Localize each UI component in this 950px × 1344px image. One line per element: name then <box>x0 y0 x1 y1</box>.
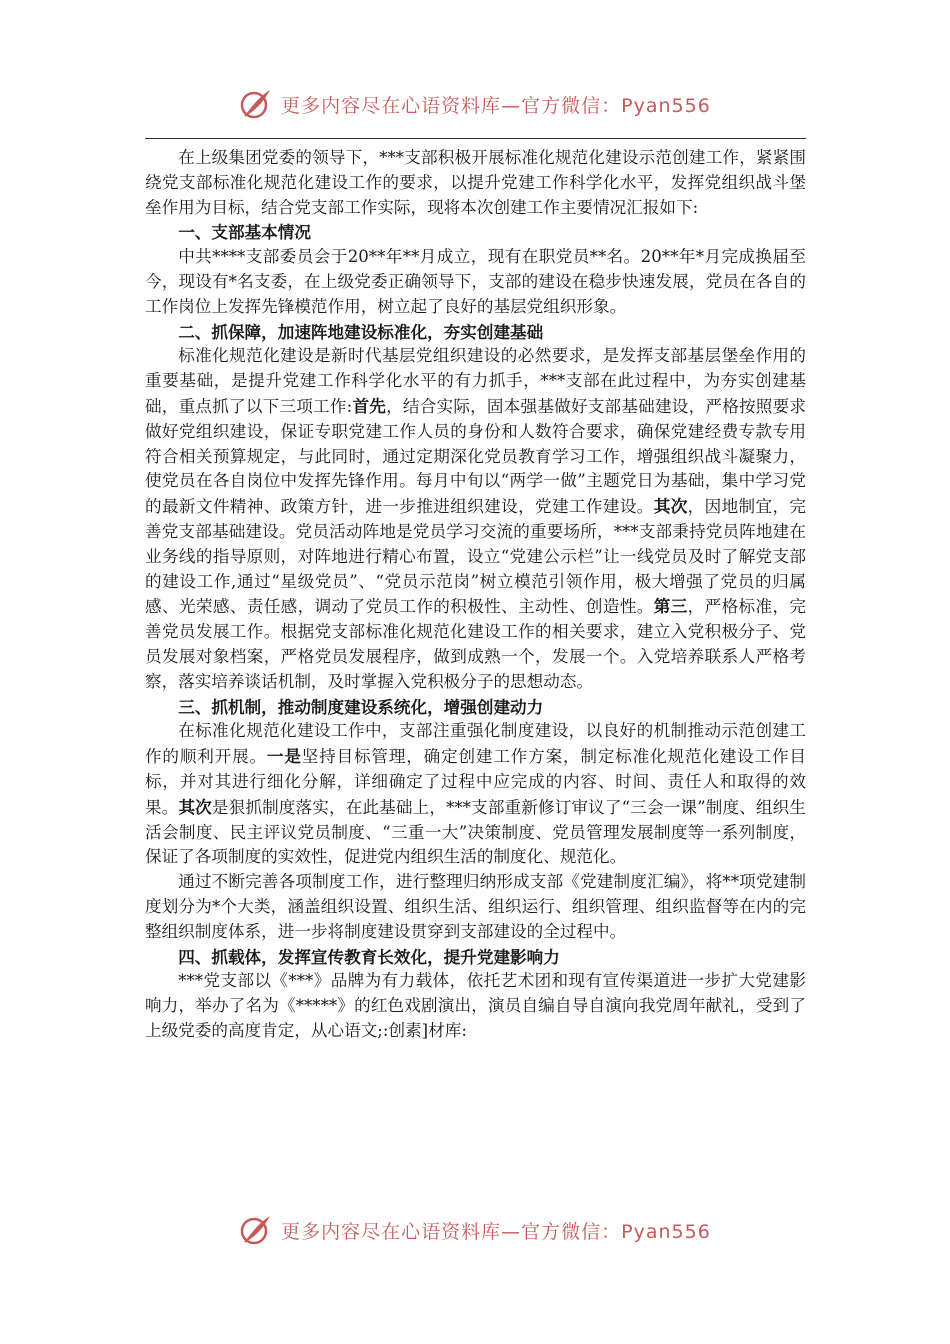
s3-text-b: 坚持目标管理，确定创建工作方案，制定标准化规范化建设工作目标，并对其进行细化分解，详细确定了过程中应完成的内容、时间、责任人和取得的效果。 <box>145 747 807 817</box>
section-3-paragraph-2: 通过不断完善各项制度工作，进行整理归纳形成支部《党建制度汇编》，将**项党建制度划分为*个大类，涵盖组织设置、组织生活、组织运行、组织管理、组织监督等在内的完整组织制度体系，进一步将制度建设贯穿到支部建设的全过程中。 <box>145 872 806 941</box>
s2-text-b: ，结合实际，固本强基做好支部基础建设，严格按照要求做好党组织建设，保证专职党建工作人员的身份和人数符合要求，确保党建经费专款专用符合相关预算规定，与此同时，通过定期深化党员教育学习工作，增强组织战斗凝聚力，使党员在各自岗位中发挥先锋作用。每月中旬以“两学一做”主题党日为基础，集中学习党的最新文件精神、政策方针，进一步推进组织建设，党建工作建设。 <box>145 396 807 517</box>
header-banner <box>0 82 950 126</box>
section-1-heading: 一、支部基本情况 <box>178 222 311 243</box>
intro-paragraph: 在上级集团党委的领导下，***支部积极开展标准化规范化建设示范创建工作，紧紧围绕党支部标准化规范化建设工作的要求，以提升党建工作科学化水平，发挥党组织战斗堡垒作用为目标，结合党支部工作实际，现将本次创建工作主要情况汇报如下: <box>145 148 806 217</box>
document-body <box>145 146 806 1044</box>
s2-text-a: 标准化规范化建设是新时代基层党组织建设的必然要求，是发挥支部基层堡垒作用的重要基础，是提升党建工作科学化水平的有力抓手，***支部在此过程中，为夯实创建基础，重点抓了以下三项工作: <box>145 346 806 416</box>
s2-keyword-second: 其次 <box>653 496 688 517</box>
section-4-paragraph: ***党支部以《***》品牌为有力载体，依托艺术团和现有宣传渠道进一步扩大党建影响力，举办了名为《*****》的红色戏剧演出，演员自编自导自演向我党周年献礼，受到了上级党委的高度肯定，从心语文;:创素]材库: <box>145 971 806 1040</box>
section-2-paragraph <box>145 344 806 694</box>
banner-text: 更多内容尽在心语资料库—官方微信：Pyan556 <box>281 94 711 117</box>
s2-keyword-first: 首先 <box>352 395 387 416</box>
section-1-paragraph: 中共****支部委员会于20**年**月成立，现有在职党员**名。20**年*月完成换届至今，现设有*名支委，在上级党委正确领导下，支部的建设在稳步快速发展，党员在各自的工作岗位上发挥先锋模范作用，树立起了良好的基层党组织形象。 <box>145 247 806 316</box>
section-4-heading: 四、抓载体，发挥宣传教育长效化，提升党建影响力 <box>178 946 560 967</box>
footer-banner <box>0 1208 950 1252</box>
s2-keyword-third: 第三 <box>653 596 688 617</box>
quill-logo-icon <box>239 87 273 121</box>
section-3-heading: 三、抓机制，推动制度建设系统化，增强创建动力 <box>178 696 544 717</box>
s2-text-d: ，严格标准，完善党员发展工作。根据党支部标准化规范化建设工作的相关要求，建立入党积极分子、党员发展对象档案，严格党员发展程序，做到成熟一个，发展一个。入党培养联系人严格考察，落实培养谈话机制，及时掌握入党积极分子的思想动态。 <box>145 597 807 691</box>
section-3-paragraph <box>145 719 806 870</box>
s3-text-a: 在标准化规范化建设工作中，支部注重强化制度建设，以良好的机制推动示范创建工作的顺利开展。 <box>145 721 806 767</box>
header-divider <box>145 138 806 139</box>
s3-keyword-second: 其次 <box>178 796 212 817</box>
s3-text-c: 是狠抓制度落实，在此基础上，***支部重新修订审议了“三会一课”制度、组织生活会制度、民主评议党员制度、“三重一大”决策制度、党员管理发展制度等一系列制度，保证了各项制度的实效性，促进党内组织生活的制度化、规范化。 <box>145 797 806 867</box>
section-2-heading: 二、抓保障，加速阵地建设标准化，夯实创建基础 <box>178 321 544 342</box>
s2-text-c: ，因地制宜，完善党支部基础建设。党员活动阵地是党员学习交流的重要场所，***支部秉持党员阵地建在业务线的指导原则，对阵地进行精心布置，设立“党建公示栏”让一线党员及时了解党支部的建设工作,通过“星级党员”、“党员示范岗”树立模范引领作用，极大增强了党员的归属感、光荣感、责任感，调动了党员工作的积极性、主动性、创造性。 <box>145 497 807 617</box>
banner-text: 更多内容尽在心语资料库—官方微信：Pyan556 <box>281 1220 711 1243</box>
quill-logo-icon <box>239 1213 273 1247</box>
s3-keyword-first: 一是 <box>266 746 302 767</box>
